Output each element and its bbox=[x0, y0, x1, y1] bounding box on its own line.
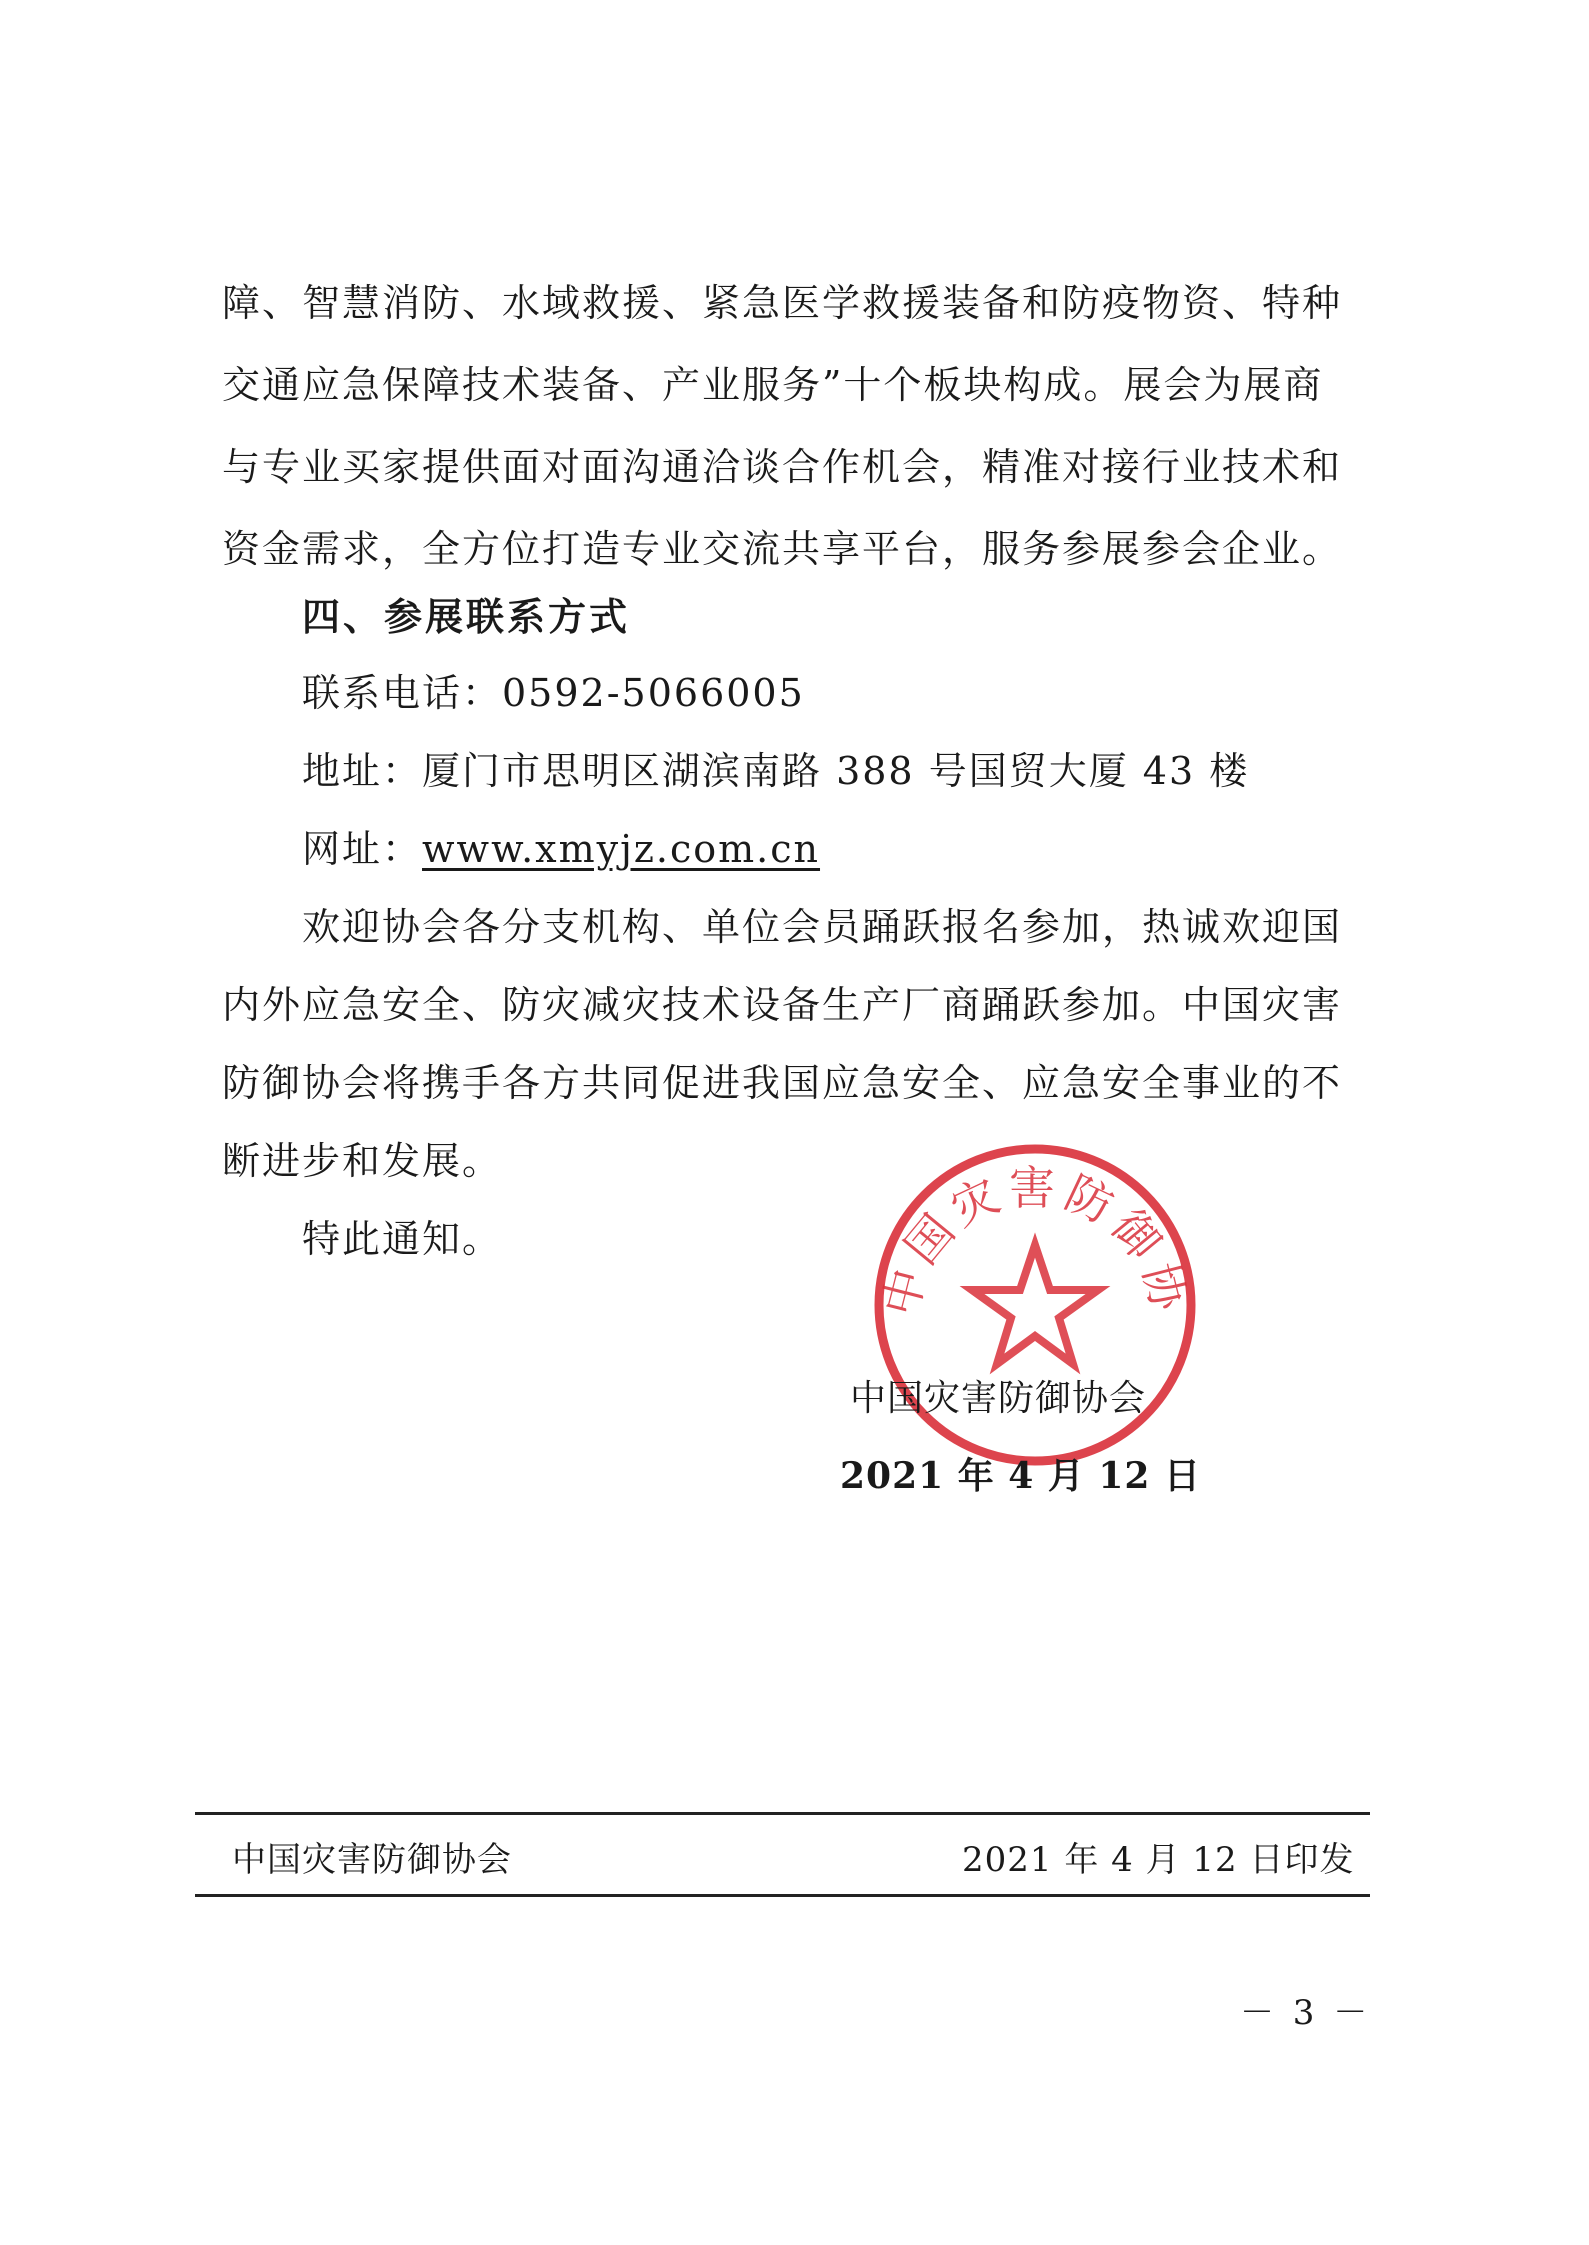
contact-phone: 联系电话：0592-5066005 bbox=[302, 671, 805, 715]
website-label: 网址： bbox=[302, 827, 423, 871]
footer-issuer: 中国灾害防御协会 bbox=[232, 1840, 512, 1880]
paragraph-1-line-3: 与专业买家提供面对面沟通洽谈合作机会，精准对接行业技术和 bbox=[222, 445, 1343, 489]
closing-text: 特此通知。 bbox=[302, 1217, 503, 1261]
paragraph-1-line-2: 交通应急保障技术装备、产业服务”十个板块构成。展会为展商 bbox=[222, 363, 1324, 407]
paragraph-2-line-2: 内外应急安全、防灾减灾技术设备生产厂商踊跃参加。中国灾害 bbox=[222, 983, 1343, 1027]
contact-address: 地址：厦门市思明区湖滨南路 388 号国贸大厦 43 楼 bbox=[302, 749, 1250, 793]
paragraph-1-line-1: 障、智慧消防、水域救援、紧急医学救援装备和防疫物资、特种 bbox=[222, 281, 1343, 325]
footer-bottom-rule bbox=[195, 1894, 1370, 1897]
signature-organization: 中国灾害防御协会 bbox=[850, 1378, 1147, 1419]
paragraph-2-line-4: 断进步和发展。 bbox=[222, 1139, 503, 1183]
footer-issue-date: 2021 年 4 月 12 日印发 bbox=[962, 1840, 1355, 1880]
paragraph-2-line-1: 欢迎协会各分支机构、单位会员踊跃报名参加，热诚欢迎国 bbox=[302, 905, 1343, 949]
signature-date: 2021 年 4 月 12 日 bbox=[840, 1455, 1202, 1497]
paragraph-2-line-3: 防御协会将携手各方共同促进我国应急安全、应急安全事业的不 bbox=[222, 1061, 1343, 1105]
svg-text:中国灾害防御协: 中国灾害防御协 bbox=[872, 1161, 1198, 1322]
footer-top-rule bbox=[195, 1812, 1370, 1815]
paragraph-1-line-4: 资金需求，全方位打造专业交流共享平台，服务参展参会企业。 bbox=[222, 527, 1343, 571]
page-number: － 3 － bbox=[1240, 1993, 1372, 2033]
website-link[interactable]: www.xmyjz.com.cn bbox=[422, 827, 821, 871]
section-heading: 四、参展联系方式 bbox=[302, 595, 631, 639]
contact-website bbox=[302, 808, 820, 890]
